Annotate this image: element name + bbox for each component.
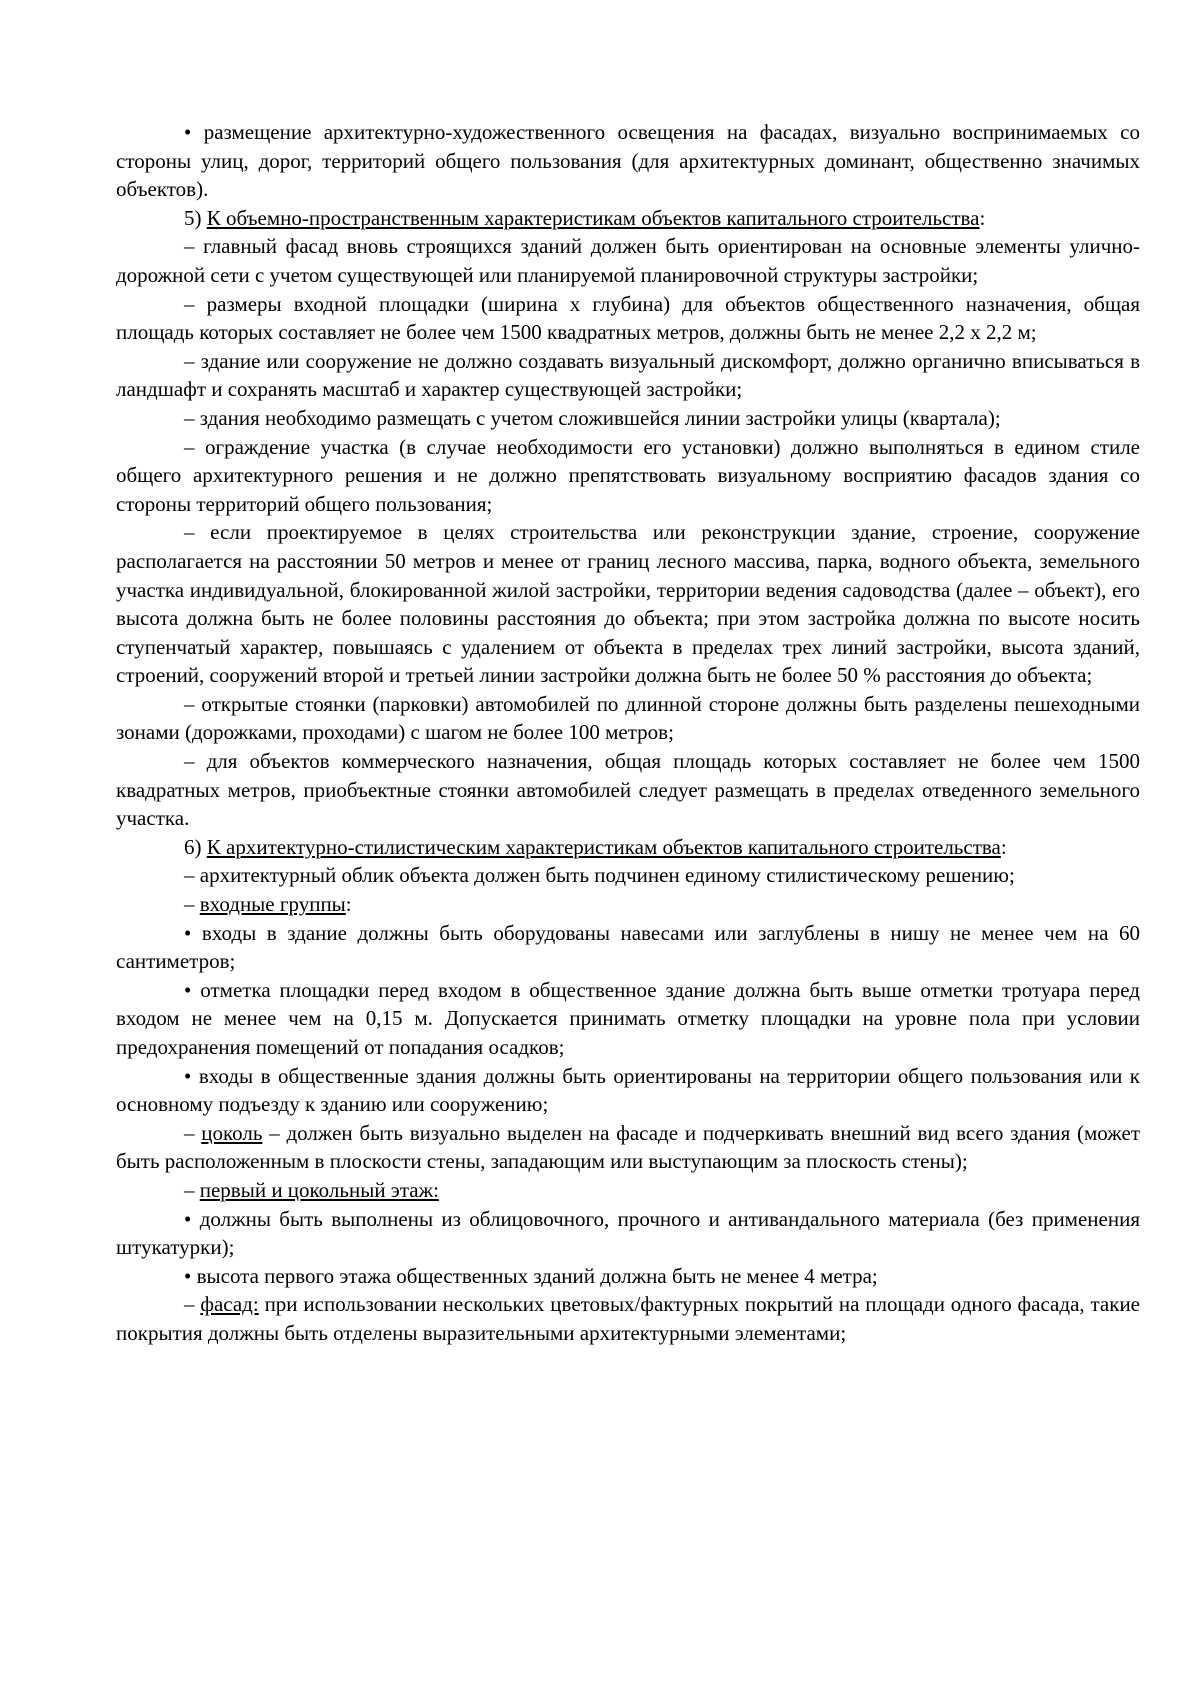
paragraph-text: здание или сооружение не должно создавать визуальный дискомфорт, должно органично вписываться в ландшафт и сохранять масштаб и характер существующей застройки; (116, 348, 1140, 402)
dash: – (184, 234, 204, 259)
paragraph-entrance-orientation (116, 1062, 1140, 1119)
dash: – (184, 1120, 202, 1145)
paragraph-building-line (116, 404, 1140, 433)
paragraph-text: открытые стоянки (парковки) автомобилей по длинной стороне должны быть разделены пешеходными зонами (дорожками, проходами) с шагом не более 100 метров; (116, 691, 1140, 745)
subheading-first-floor (116, 1176, 1140, 1205)
paragraph-architectural-look (116, 861, 1140, 890)
paragraph-facade (116, 1290, 1140, 1347)
dash: – (184, 434, 205, 459)
bullet: • (184, 1063, 199, 1088)
section-number: 6) (184, 834, 207, 859)
paragraph-commercial-parking (116, 747, 1140, 833)
subheading-title: фасад: (200, 1292, 259, 1317)
paragraph-height-limit (116, 518, 1140, 690)
paragraph-text: для объектов коммерческого назначения, общая площадь которых составляет не более чем 1500 квадратных метров, приобъектные стоянки автомобилей следует размещать в пределах отведенного земельного участка. (116, 749, 1140, 831)
paragraph-text: входы в здание должны быть оборудованы навесами или заглублены в нишу не менее чем на 60 сантиметров; (116, 920, 1140, 974)
dash: – (184, 291, 207, 316)
paragraph-lighting (116, 118, 1140, 204)
section-title: К архитектурно-стилистическим характеристикам объектов капитального строительства (206, 834, 1001, 859)
paragraph-canopies (116, 919, 1140, 976)
paragraph-text: здания необходимо размещать с учетом сложившейся линии застройки улицы (квартала); (199, 405, 1001, 430)
bullet: • (184, 1206, 200, 1231)
paragraph-text: размеры входной площадки (ширина х глубина) для объектов общественного назначения, общая площадь которых составляет не более чем 1500 квадратных метров, должны быть не менее 2,2 х 2,2 м; (116, 291, 1141, 345)
paragraph-text: отметка площадки перед входом в общественное здание должна быть выше отметки тротуара перед входом не менее чем на 0,15 м. Допускается принимать отметку площадки на уровне пола при условии предохранения помещений от попадания осадков; (116, 977, 1140, 1059)
bullet: • (184, 977, 201, 1002)
paragraph-text: высота первого этажа общественных зданий должна быть не менее 4 метра; (196, 1263, 878, 1288)
subheading-entrance-groups (116, 890, 1140, 919)
paragraph-text: если проектируемое в целях строительства или реконструкции здание, строение, сооружение располагается на расстоянии 50 метров и менее от границ лесного массива, парка, водного объекта, земельного участка индивидуальной, блокированной жилой застройки, территории ведения садоводства (далее – объект), его высота должна быть не более половины расстояния до объекта; при этом застройка должна по высоте носить ступенчатый характер, повышаясь с удалением от объекта в пределах трех линий застройки, высота зданий, строений, сооружений второй и третьей линии застройки должна быть не более 50 % расстояния до объекта; (116, 520, 1140, 688)
paragraph-first-floor-height (116, 1262, 1140, 1291)
document-page (116, 118, 1140, 1348)
paragraph-plinth (116, 1119, 1140, 1176)
section-heading-5 (116, 204, 1140, 233)
dash: – (184, 405, 200, 430)
paragraph-text: должны быть выполнены из облицовочного, прочного и антивандального материала (без применения штукатурки); (116, 1206, 1140, 1260)
paragraph-text: : (345, 892, 352, 917)
dash: – (184, 691, 202, 716)
dash: – (184, 520, 211, 545)
paragraph-main-facade (116, 232, 1140, 289)
subheading-title: входные группы (199, 892, 346, 917)
paragraph-visual-comfort (116, 347, 1140, 404)
bullet: • (184, 1263, 197, 1288)
subheading-title: первый и цокольный этаж: (199, 1177, 439, 1202)
paragraph-fencing (116, 433, 1140, 519)
paragraph-text: ограждение участка (в случае необходимости его установки) должно выполняться в едином стиле общего архитектурного решения и не должно препятствовать визуальному восприятию фасадов здания со стороны территорий общего пользования; (116, 434, 1141, 516)
section-number: 5) (184, 205, 207, 230)
dash: – (184, 348, 201, 373)
paragraph-text: размещение архитектурно-художественного освещения на фасадах, визуально воспринимаемых со стороны улиц, дорог, территорий общего пользования (для архитектурных доминант, общественно значимых объектов). (116, 120, 1140, 202)
dash: – (184, 892, 200, 917)
bullet: • (184, 920, 202, 945)
dash: – (184, 749, 207, 774)
dash: – (184, 1177, 200, 1202)
paragraph-facing-material (116, 1205, 1140, 1262)
section-title: К объемно-пространственным характеристикам объектов капитального строительства (206, 205, 980, 230)
section-heading-6 (116, 833, 1140, 862)
paragraph-platform-level (116, 976, 1140, 1062)
paragraph-text: входы в общественные здания должны быть ориентированы на территории общего пользования или к основному подъезду к зданию или сооружению; (116, 1063, 1140, 1117)
paragraph-parking-zones (116, 690, 1140, 747)
dash: – (184, 863, 200, 888)
bullet: • (184, 120, 204, 144)
paragraph-text: : (979, 205, 986, 230)
paragraph-entrance-size (116, 290, 1140, 347)
paragraph-text: : (1000, 834, 1007, 859)
paragraph-text: при использовании нескольких цветовых/фактурных покрытий на площади одного фасада, такие покрытия должны быть отделены выразительными архитектурными элементами; (116, 1292, 1141, 1345)
paragraph-text: архитектурный облик объекта должен быть подчинен единому стилистическому решению; (199, 863, 1015, 888)
subheading-title: цоколь (201, 1120, 263, 1145)
paragraph-text: главный фасад вновь строящихся зданий должен быть ориентирован на основные элементы улично-дорожной сети с учетом существующей или планируемой планировочной структуры застройки; (116, 234, 1141, 287)
dash: – (184, 1292, 201, 1317)
paragraph-text: – должен быть визуально выделен на фасаде и подчеркивать внешний вид всего здания (может быть расположенным в плоскости стены, западающим или выступающим за плоскость стены); (116, 1120, 1141, 1174)
